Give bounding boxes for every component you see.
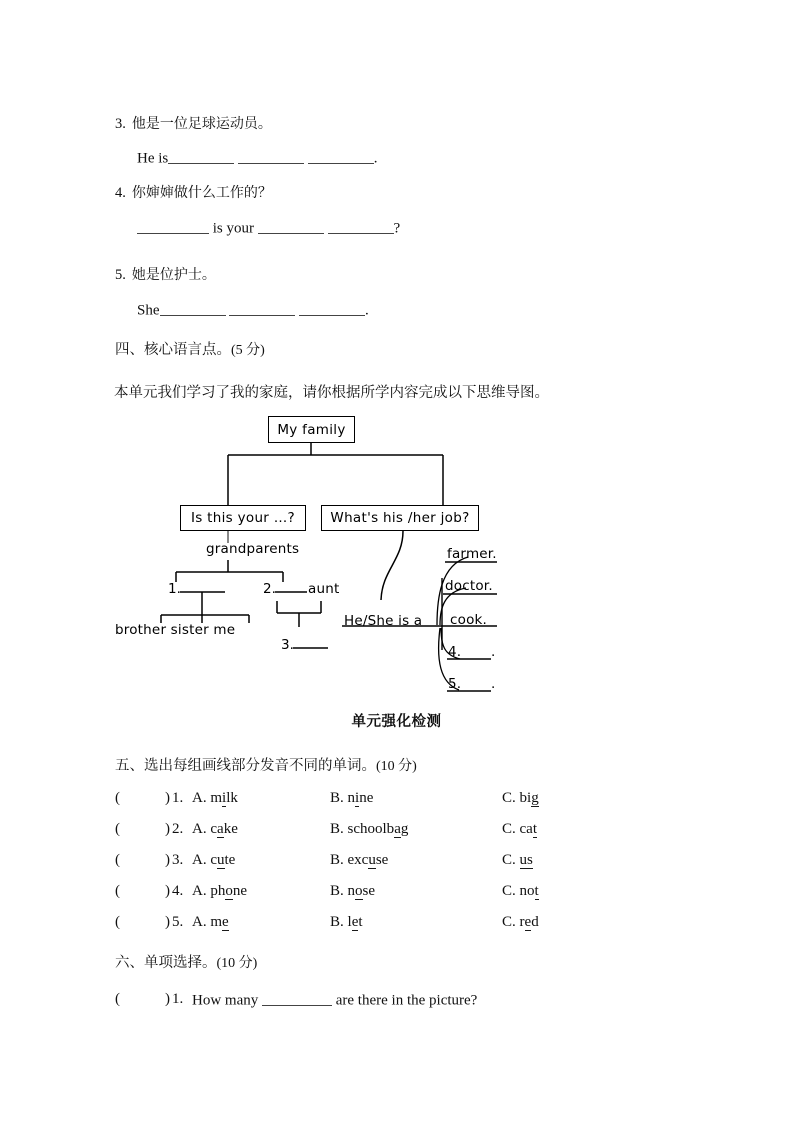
mc-option-b[interactable]: B. excuse xyxy=(330,852,389,868)
mc-number: 3. xyxy=(172,852,184,868)
fill-item-5-answer-line xyxy=(137,301,369,319)
period-mark: . xyxy=(491,676,496,692)
answer-paren-open: ( xyxy=(115,991,120,1007)
mc-option-b[interactable]: B. let xyxy=(330,914,363,930)
mc-option-b[interactable]: B. schoolbag xyxy=(330,821,409,837)
mindmap-answer-blank-5[interactable]: 5. xyxy=(448,676,462,692)
mindmap-blank-2-label[interactable]: 2. xyxy=(263,581,276,597)
mindmap-aunt-node: aunt xyxy=(308,581,340,597)
mc-option-b[interactable]: B. nine xyxy=(330,790,374,806)
answer-paren-open: ( xyxy=(115,821,120,837)
period-mark: . xyxy=(491,644,496,660)
mc-option-a[interactable]: A. cute xyxy=(192,852,236,868)
answer-paren-open: ( xyxy=(115,914,120,930)
mindmap-grandparents-node: grandparents xyxy=(206,541,300,557)
mindmap-root-node[interactable]: My family xyxy=(268,416,355,443)
blank-field[interactable] xyxy=(262,991,332,1006)
section-six-points: (10 分) xyxy=(216,956,258,971)
fill-item-3-answer-line xyxy=(137,149,378,167)
mindmap-answer-blank-4[interactable]: 4. xyxy=(448,644,462,660)
mindmap-answer-doctor: doctor. xyxy=(445,578,493,594)
section-five-heading-text: 五、选出每组画线部分发音不同的单词。 xyxy=(115,758,376,774)
section-four-heading-text: 四、核心语言点。 xyxy=(115,342,231,358)
mc-option-a[interactable]: A. phone xyxy=(192,883,248,899)
mc-number: 4. xyxy=(172,883,184,899)
fill-item-4-chinese: 你婶婶做什么工作的？ xyxy=(131,185,272,201)
mc-option-a[interactable]: A. milk xyxy=(192,790,238,806)
mc-option-c[interactable]: C. not xyxy=(502,883,539,899)
fill-item-5-prefix: She xyxy=(137,302,160,319)
blank-field[interactable] xyxy=(299,301,365,316)
mindmap-leaves-label: brother sister me xyxy=(115,622,236,638)
mc-option-c[interactable]: C. big xyxy=(502,790,539,806)
blank-field[interactable] xyxy=(238,149,304,164)
section-five-heading xyxy=(115,754,417,775)
fill-item-3-number: 3. xyxy=(115,116,126,132)
mindmap-answer-farmer: farmer. xyxy=(447,546,497,562)
mc-option-a[interactable]: A. cake xyxy=(192,821,238,837)
mc-option-b[interactable]: B. nose xyxy=(330,883,376,899)
mc-number: 5. xyxy=(172,914,184,930)
fill-item-5-suffix: . xyxy=(365,302,369,319)
answer-paren-open: ( xyxy=(115,883,120,899)
section-four-points: (5 分) xyxy=(231,343,265,358)
answer-paren-open: ( xyxy=(115,852,120,868)
answer-paren-open: ( xyxy=(115,790,120,806)
section-six-heading xyxy=(115,951,257,972)
blank-field[interactable] xyxy=(308,149,374,164)
question-number: 1. xyxy=(172,991,184,1007)
answer-paren-close[interactable]: ) xyxy=(165,790,170,806)
mindmap-right-question-node[interactable]: What's his /her job? xyxy=(321,505,479,531)
unit-test-title: 单元强化检测 xyxy=(351,714,442,730)
section-five-points: (10 分) xyxy=(376,759,417,774)
blank-field[interactable] xyxy=(137,219,209,234)
fill-item-5-prompt xyxy=(115,264,216,284)
blank-field[interactable] xyxy=(168,149,234,164)
blank-field[interactable] xyxy=(328,219,394,234)
section-six-heading-text: 六、单项选择。 xyxy=(115,955,217,971)
answer-paren-close[interactable]: ) xyxy=(165,991,170,1007)
fill-item-4-answer-line xyxy=(137,219,400,237)
fill-item-3-chinese: 他是一位足球运动员。 xyxy=(131,116,272,132)
mc-option-c[interactable]: C. us xyxy=(502,852,533,868)
blank-field[interactable] xyxy=(160,301,226,316)
section-four-heading xyxy=(115,338,265,359)
answer-paren-close[interactable]: ) xyxy=(165,852,170,868)
section-four-instruction: 本单元我们学习了我的家庭，请你根据所学内容完成以下思维导图。 xyxy=(114,385,549,401)
fill-item-3-prompt xyxy=(115,113,272,133)
mc-number: 2. xyxy=(172,821,184,837)
fill-item-3-suffix: . xyxy=(373,150,378,167)
question-text: How many are there in the picture? xyxy=(192,992,478,1009)
mc-number: 1. xyxy=(172,790,184,806)
mindmap-blank-3-label[interactable]: 3. xyxy=(281,637,294,653)
fill-item-5-number: 5. xyxy=(115,267,126,283)
fill-item-4-middle: is your xyxy=(212,220,254,237)
fill-item-3-prefix: He is xyxy=(137,150,169,167)
answer-paren-close[interactable]: ) xyxy=(165,914,170,930)
mindmap-blank-1-label[interactable]: 1. xyxy=(168,581,181,597)
mindmap-answer-cook: cook. xyxy=(450,612,488,628)
mindmap-left-question-node[interactable]: Is this your …? xyxy=(180,505,306,531)
fill-item-4-number: 4. xyxy=(115,185,126,201)
answer-paren-close[interactable]: ) xyxy=(165,821,170,837)
mc-option-c[interactable]: C. cat xyxy=(502,821,538,837)
mc-option-c[interactable]: C. red xyxy=(502,914,539,930)
answer-paren-close[interactable]: ) xyxy=(165,883,170,899)
fill-item-4-prompt xyxy=(115,182,272,202)
mindmap-stem-label: He/She is a xyxy=(344,613,423,629)
fill-item-4-suffix: ? xyxy=(393,220,401,237)
blank-field[interactable] xyxy=(229,301,295,316)
fill-item-5-chinese: 她是位护士。 xyxy=(131,267,216,283)
blank-field[interactable] xyxy=(258,219,324,234)
mc-option-a[interactable]: A. me xyxy=(192,914,229,930)
